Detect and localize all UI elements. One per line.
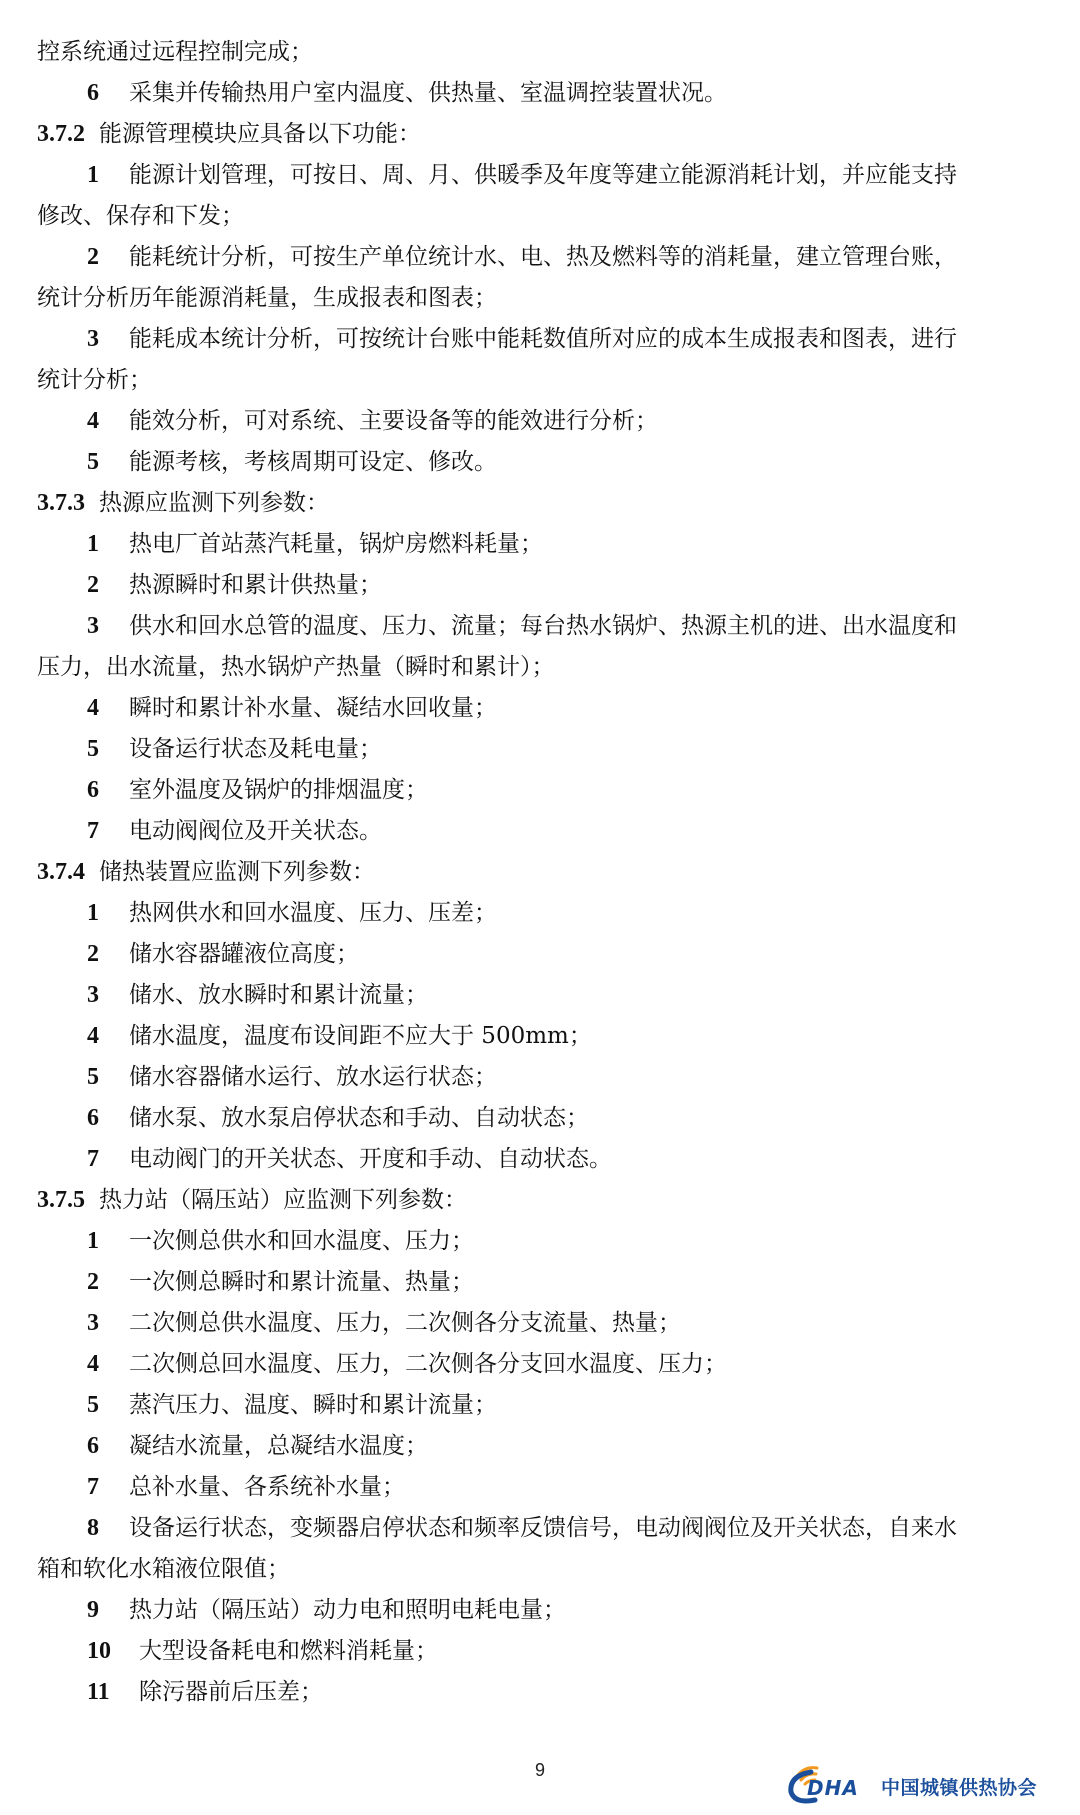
continuation-line: 控系统通过远程控制完成；: [37, 39, 313, 65]
item-number: 3: [87, 326, 99, 352]
item-text: 设备运行状态，变频器启停状态和频率反馈信号，电动阀阀位及开关状态，自来水: [129, 1515, 957, 1541]
list-item: [37, 1344, 1047, 1385]
continuation-line: 压力，出水流量，热水锅炉产热量（瞬时和累计）；: [37, 654, 555, 680]
item-text: 一次侧总瞬时和累计流量、热量；: [129, 1269, 474, 1295]
section-heading: [37, 852, 1047, 893]
page-number: 9: [534, 1760, 545, 1780]
item-text: 大型设备耗电和燃料消耗量；: [139, 1638, 438, 1664]
item-text: 能耗成本统计分析，可按统计台账中能耗数值所对应的成本生成报表和图表，进行: [129, 326, 957, 352]
item-text: 电动阀阀位及开关状态。: [129, 818, 382, 844]
list-item: [37, 442, 1047, 483]
section-heading: [37, 483, 1047, 524]
item-number: 2: [87, 1269, 99, 1295]
list-item: [37, 237, 1047, 278]
item-text: 储水、放水瞬时和累计流量；: [129, 982, 428, 1008]
list-item: [37, 1385, 1047, 1426]
list-item: [37, 1262, 1047, 1303]
dha-logo-icon: [785, 1762, 877, 1806]
item-number: 6: [87, 80, 99, 106]
section-heading: [37, 114, 1047, 155]
item-number: 3: [87, 613, 99, 639]
item-text: 储水容器储水运行、放水运行状态；: [129, 1064, 497, 1090]
item-number: 6: [87, 1105, 99, 1131]
item-text: 采集并传输热用户室内温度、供热量、室温调控装置状况。: [129, 80, 727, 106]
list-item: [37, 401, 1047, 442]
continuation-line: 箱和软化水箱液位限值；: [37, 1556, 290, 1582]
list-item: [37, 1057, 1047, 1098]
list-item: [37, 729, 1047, 770]
section-code: 3.7.4: [37, 859, 85, 885]
association-logo: [785, 1762, 1050, 1806]
item-number: 4: [87, 408, 99, 434]
section-code: 3.7.3: [37, 490, 85, 516]
list-item: [37, 1016, 1047, 1057]
svg-text:DHA: DHA: [807, 1776, 859, 1800]
item-number: 1: [87, 531, 99, 557]
list-item: [37, 1590, 1047, 1631]
list-item: [37, 565, 1047, 606]
item-text: 总补水量、各系统补水量；: [129, 1474, 405, 1500]
item-text: 能效分析，可对系统、主要设备等的能效进行分析；: [129, 408, 658, 434]
list-item: [37, 1508, 1047, 1549]
section-title: 热力站（隔压站）应监测下列参数：: [99, 1187, 467, 1213]
section-code: 3.7.2: [37, 121, 85, 147]
continuation-line: 统计分析；: [37, 367, 152, 393]
item-number: 3: [87, 1310, 99, 1336]
section-title: 储热装置应监测下列参数：: [99, 859, 375, 885]
section-title: 热源应监测下列参数：: [99, 490, 329, 516]
item-number: 4: [87, 695, 99, 721]
list-item: [37, 1098, 1047, 1139]
item-number: 5: [87, 1392, 99, 1418]
list-item: [37, 1631, 1047, 1672]
continuation-line: 修改、保存和下发；: [37, 203, 244, 229]
item-number: 7: [87, 818, 99, 844]
list-item: [37, 934, 1047, 975]
item-text: 设备运行状态及耗电量；: [129, 736, 382, 762]
item-number: 6: [87, 1433, 99, 1459]
item-number: 1: [87, 1228, 99, 1254]
list-item: [37, 73, 1047, 114]
item-number: 8: [87, 1515, 99, 1541]
section-title: 能源管理模块应具备以下功能：: [99, 121, 421, 147]
list-item: [37, 688, 1047, 729]
item-text: 能源计划管理，可按日、周、月、供暖季及年度等建立能源消耗计划，并应能支持: [129, 162, 957, 188]
list-item: [37, 975, 1047, 1016]
item-text: 凝结水流量，总凝结水温度；: [129, 1433, 428, 1459]
item-text: 供水和回水总管的温度、压力、流量；每台热水锅炉、热源主机的进、出水温度和: [129, 613, 957, 639]
list-item: [37, 811, 1047, 852]
item-number: 5: [87, 736, 99, 762]
item-text: 电动阀门的开关状态、开度和手动、自动状态。: [129, 1146, 612, 1172]
item-text: 除污器前后压差；: [139, 1679, 323, 1705]
item-number: 1: [87, 900, 99, 926]
item-number: 3: [87, 982, 99, 1008]
list-item: [37, 1426, 1047, 1467]
list-item: [37, 893, 1047, 934]
item-text: 热源瞬时和累计供热量；: [129, 572, 382, 598]
item-number: 11: [87, 1679, 110, 1705]
list-item: [37, 319, 1047, 360]
list-item: [37, 1467, 1047, 1508]
item-text: 储水泵、放水泵启停状态和手动、自动状态；: [129, 1105, 589, 1131]
item-text: 热电厂首站蒸汽耗量，锅炉房燃料耗量；: [129, 531, 543, 557]
item-number: 4: [87, 1023, 99, 1049]
item-number: 2: [87, 941, 99, 967]
association-name: 中国城镇供热协会: [881, 1777, 1038, 1799]
section-code: 3.7.5: [37, 1187, 85, 1213]
item-text: 能耗统计分析，可按生产单位统计水、电、热及燃料等的消耗量，建立管理台账，: [129, 244, 957, 270]
list-item: [37, 1139, 1047, 1180]
item-text: 一次侧总供水和回水温度、压力；: [129, 1228, 474, 1254]
item-number: 10: [87, 1638, 111, 1664]
item-number: 2: [87, 244, 99, 270]
list-item: [37, 770, 1047, 811]
continuation-line: 统计分析历年能源消耗量，生成报表和图表；: [37, 285, 497, 311]
item-number: 7: [87, 1146, 99, 1172]
item-text: 室外温度及锅炉的排烟温度；: [129, 777, 428, 803]
item-number: 7: [87, 1474, 99, 1500]
list-item: [37, 606, 1047, 647]
item-text: 二次侧总供水温度、压力，二次侧各分支流量、热量；: [129, 1310, 681, 1336]
document-body: [37, 32, 1047, 1713]
item-text: 热力站（隔压站）动力电和照明电耗电量；: [129, 1597, 566, 1623]
item-text: 二次侧总回水温度、压力，二次侧各分支回水温度、压力；: [129, 1351, 727, 1377]
item-text: 瞬时和累计补水量、凝结水回收量；: [129, 695, 497, 721]
item-text: 储水温度，温度布设间距不应大于 500mm；: [129, 1023, 592, 1049]
item-number: 5: [87, 449, 99, 475]
item-text: 热网供水和回水温度、压力、压差；: [129, 900, 497, 926]
item-number: 6: [87, 777, 99, 803]
list-item: [37, 1303, 1047, 1344]
list-item: [37, 1221, 1047, 1262]
list-item: [37, 524, 1047, 565]
section-heading: [37, 1180, 1047, 1221]
item-number: 5: [87, 1064, 99, 1090]
item-number: 9: [87, 1597, 99, 1623]
item-text: 蒸汽压力、温度、瞬时和累计流量；: [129, 1392, 497, 1418]
list-item: [37, 1672, 1047, 1713]
item-number: 4: [87, 1351, 99, 1377]
item-number: 1: [87, 162, 99, 188]
item-number: 2: [87, 572, 99, 598]
item-text: 储水容器罐液位高度；: [129, 941, 359, 967]
list-item: [37, 155, 1047, 196]
item-text: 能源考核，考核周期可设定、修改。: [129, 449, 497, 475]
